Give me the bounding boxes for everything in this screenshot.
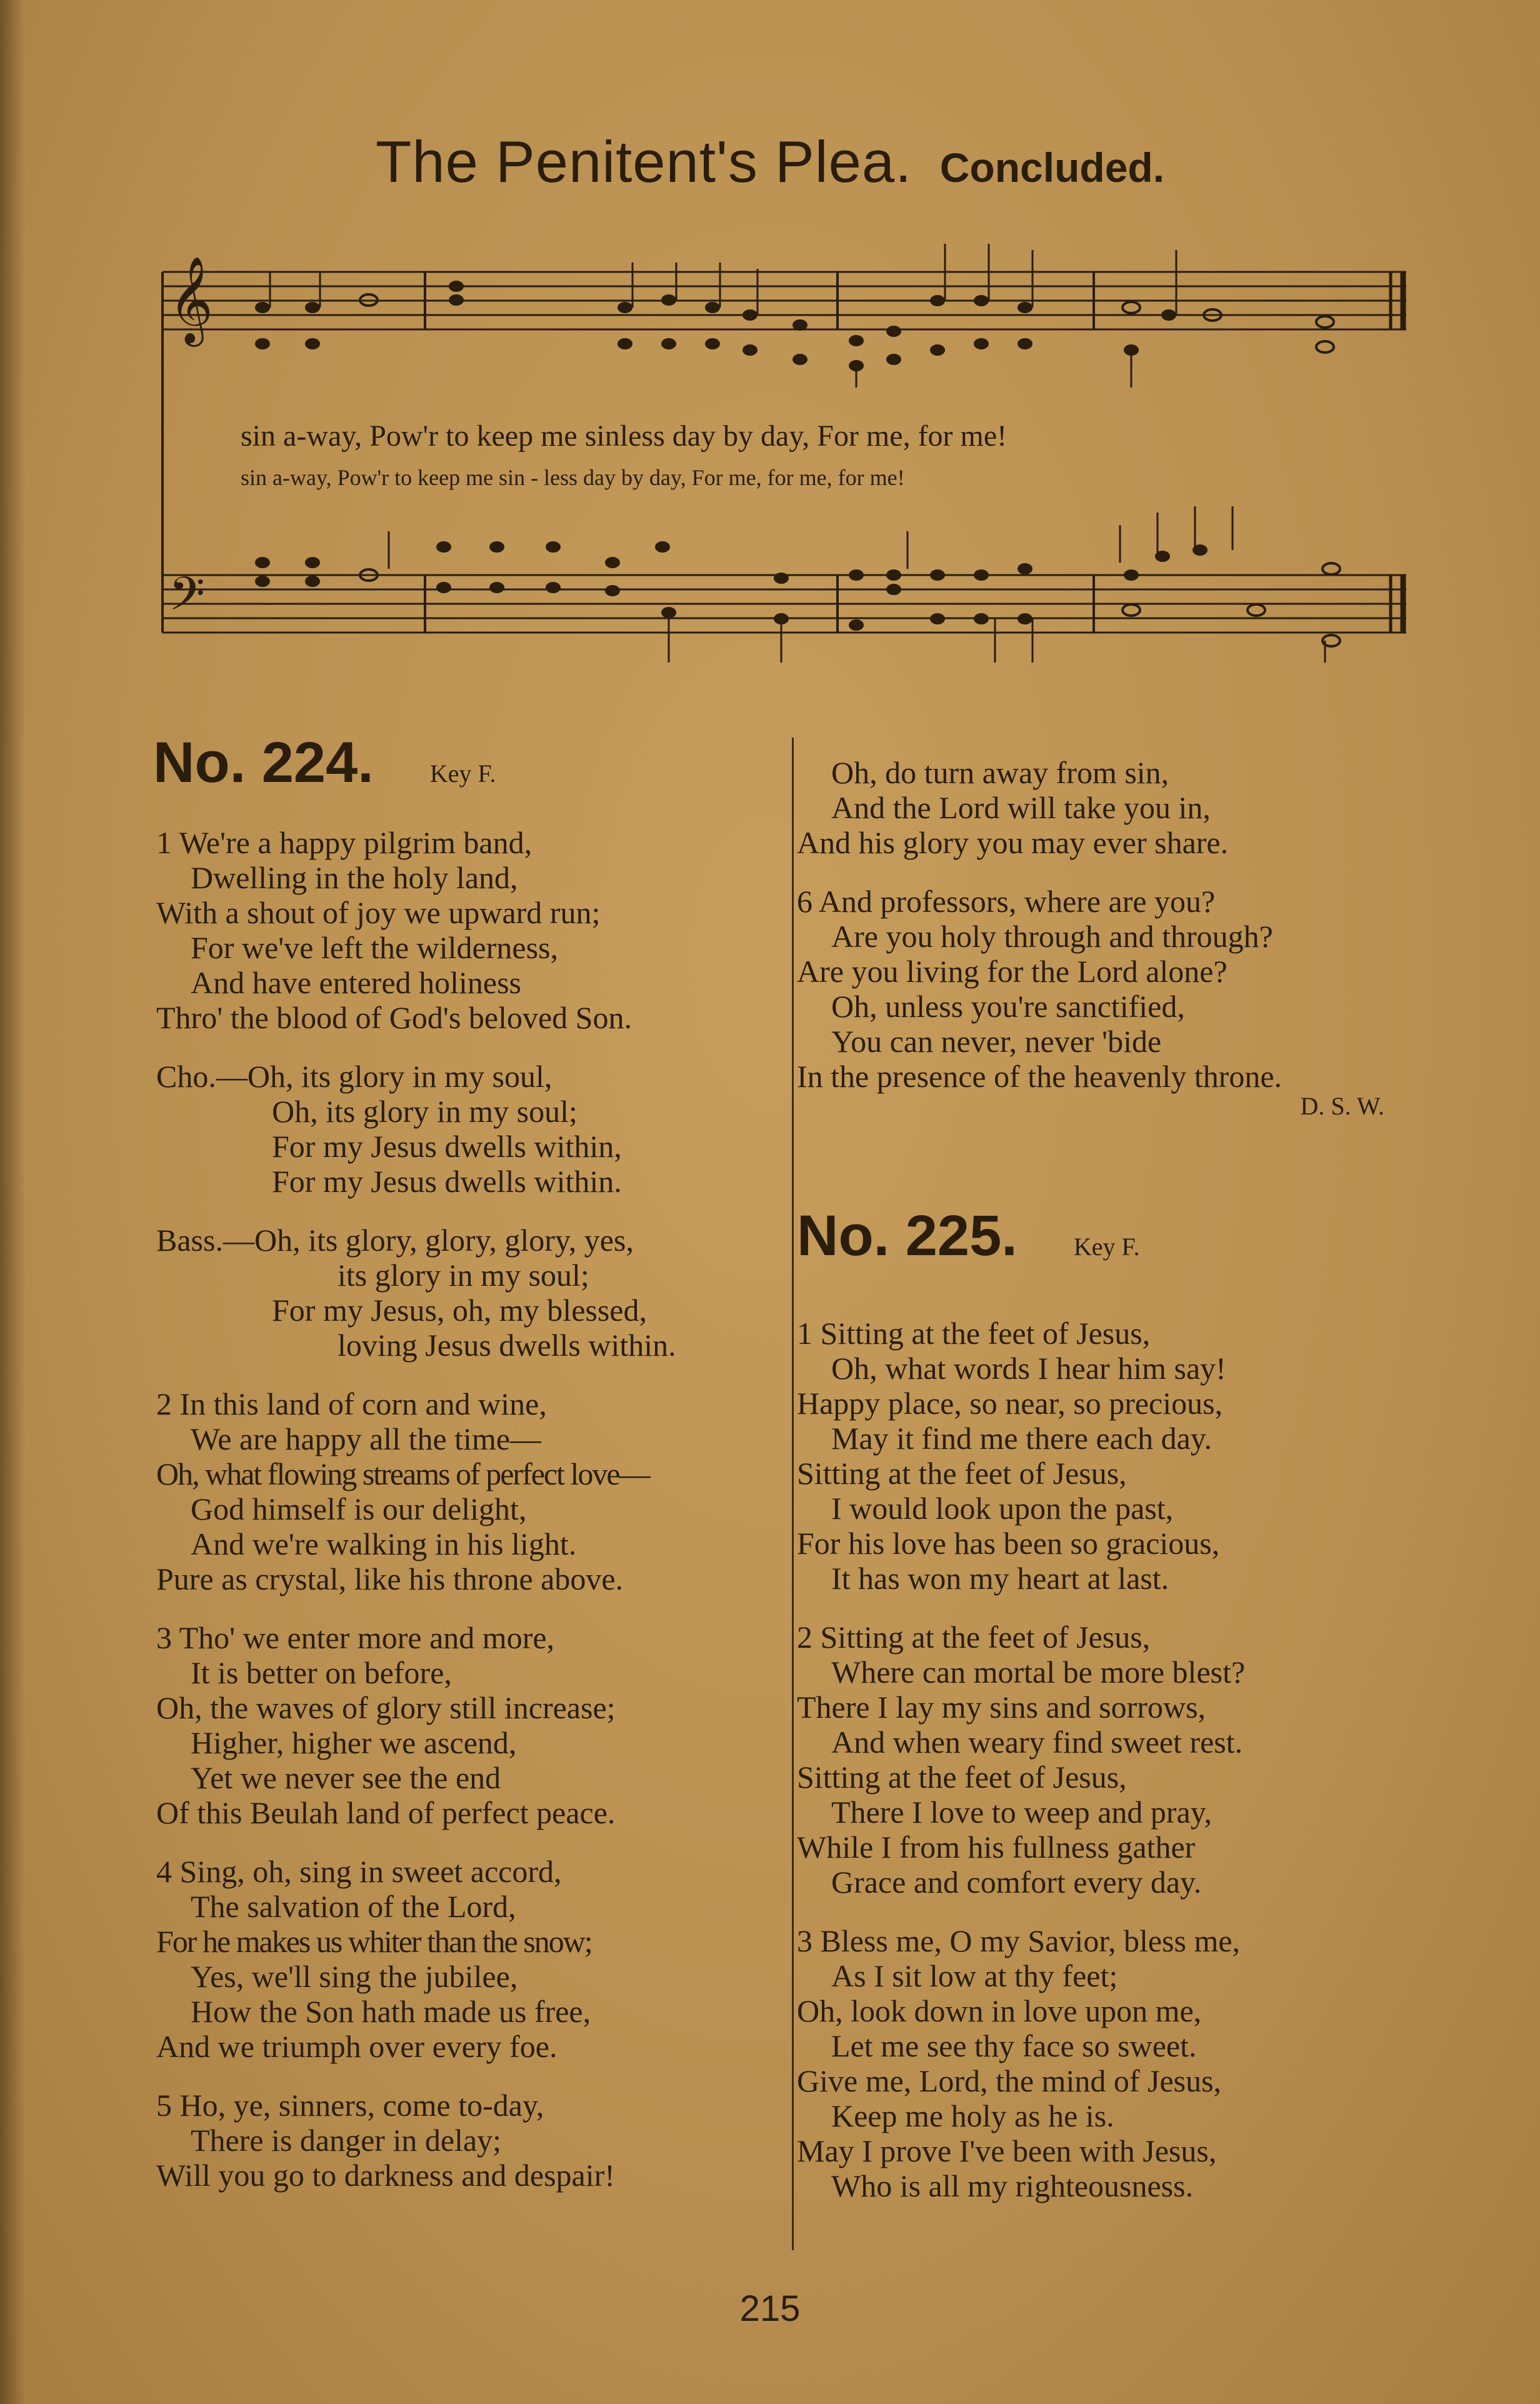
verse-line: Of this Beulah land of perfect peace. [156,1795,616,1830]
verse-line: Sitting at the feet of Jesus, [797,1760,1127,1795]
verse-line: Give me, Lord, the mind of Jesus, [797,2063,1222,2098]
hymn-title-concluded: Concluded. [939,144,1165,191]
hymn-title: The Penitent's Plea. [375,129,912,194]
treble-staff [162,272,1406,329]
verse-line: May it find me there each day. [831,1421,1212,1456]
verse-line: God himself is our delight, [191,1491,527,1526]
music-lyric-line-2: sin a-way, Pow'r to keep me sin - less day by day, For me, for me, for me! [241,465,905,490]
column-divider [792,738,794,2250]
verse-line: For his love has been so gracious, [797,1526,1220,1561]
bass-line: its glory in my soul; [338,1258,589,1293]
verse-line: May I prove I've been with Jesus, [797,2133,1217,2168]
verse-line: As I sit low at thy feet; [831,1958,1118,1993]
bass-notes [255,541,1340,646]
verse-line: You can never, never 'bide [831,1024,1162,1059]
verse-line: There is danger in delay; [191,2123,502,2158]
verse-line: We are happy all the time— [191,1421,542,1456]
verse-line: There I love to weep and pray, [831,1795,1212,1830]
hymn-225-number: No. 225. [797,1204,1018,1268]
verse-line: Where can mortal be more blest? [831,1655,1246,1690]
verse-line: Sitting at the feet of Jesus, [797,1456,1127,1491]
verse-line: 6 And professors, where are you? [797,884,1216,919]
verse-line: The salvation of the Lord, [191,1889,516,1924]
verse-line: 3 Bless me, O my Savior, bless me, [797,1923,1241,1958]
verse-line: Happy place, so near, so precious, [797,1386,1223,1421]
hymn-224-key: Key F. [429,759,496,788]
verse-line: Grace and comfort every day. [831,1865,1202,1900]
hymn-225-heading [797,1203,1140,1269]
verse-line: Keep me holy as he is. [831,2098,1114,2133]
verse-line: Who is all my righteousness. [831,2168,1194,2203]
hymn-224-heading [153,730,496,796]
bass-line: loving Jesus dwells within. [338,1328,676,1363]
verse-line: 5 Ho, ye, sinners, come to-day, [156,2088,544,2123]
verse-line: Oh, the waves of glory still increase; [156,1690,616,1725]
verse-line: Yet we never see the end [191,1760,501,1795]
verse-line: For we've left the wilderness, [191,930,559,965]
chorus-line: Oh, its glory in my soul; [272,1094,578,1129]
hymn-224-continued [797,755,1453,1119]
chorus-line: For my Jesus dwells within, [272,1129,622,1164]
page-number: 215 [739,2288,801,2329]
verse-line: Are you holy through and through? [831,919,1273,954]
bass-staff [162,575,1406,633]
music-lyric-line-1: sin a-way, Pow'r to keep me sinless day by day, For me, for me! [241,419,1008,453]
verse-line: It is better on before, [191,1655,452,1690]
verse-line: Dwelling in the holy land, [191,860,518,895]
page-edge-shadow [0,0,25,2404]
verse-line: Higher, higher we ascend, [191,1725,517,1760]
verse-line: Pure as crystal, like his throne above. [156,1561,624,1596]
bass-line: For my Jesus, oh, my blessed, [272,1293,647,1328]
hymn-225-key: Key F. [1073,1233,1140,1261]
verse-line: There I lay my sins and sorrows, [797,1690,1206,1725]
hymn-224-author: D. S. W. [1300,1092,1384,1120]
hymn-224-number: No. 224. [153,731,374,794]
verse-line: Will you go to darkness and despair! [156,2158,615,2193]
verse-line: With a shout of joy we upward run; [156,895,601,930]
verse-line: 2 Sitting at the feet of Jesus, [797,1620,1151,1655]
verse-line: 4 Sing, oh, sing in sweet accord, [156,1854,562,1889]
verse-line: 2 In this land of corn and wine, [156,1386,547,1421]
verse-line: For he makes us whiter than the snow; [156,1924,592,1959]
verse-line: Oh, look down in love upon me, [797,1993,1202,2028]
verse-line: Oh, unless you're sanctified, [831,989,1185,1024]
bass-stems [389,506,1325,663]
bass-line: Bass.—Oh, its glory, glory, glory, yes, [156,1223,634,1258]
verse-line: Oh, what flowing streams of perfect love— [156,1456,649,1491]
verse-line: In the presence of the heavenly throne. [797,1059,1282,1094]
verse-line: And we triumph over every foe. [156,2029,558,2064]
verse-line: Let me see thy face so sweet. [831,2028,1197,2063]
verse-line: While I from his fullness gather [797,1830,1196,1865]
verse-line: I would look upon the past, [831,1491,1174,1526]
verse-line: Thro' the blood of God's beloved Son. [156,1000,632,1035]
svg-text:𝄢: 𝄢 [169,567,205,633]
verse-line: 3 Tho' we enter more and more, [156,1620,555,1655]
chorus-line: Cho.—Oh, its glory in my soul, [156,1059,552,1094]
verse-line: And when weary find sweet rest. [831,1725,1243,1760]
verse-line: How the Son hath made us free, [191,1994,591,2029]
verse-line: And we're walking in his light. [191,1526,577,1561]
verse-line: And have entered holiness [191,965,522,1000]
verse-line: It has won my heart at last. [831,1561,1169,1596]
verse-line: Yes, we'll sing the jubilee, [191,1959,518,1994]
chorus-line: For my Jesus dwells within. [272,1164,622,1199]
treble-notes [255,281,1334,371]
verse-line: Are you living for the Lord alone? [797,954,1228,989]
verse-line: 1 We're a happy pilgrim band, [156,825,532,860]
hymn-225-text [797,1316,1453,2203]
hymn-224-text [156,825,788,2193]
verse-line: And his glory you may ever share. [797,825,1229,860]
svg-text:𝄞: 𝄞 [169,256,213,343]
verse-line: And the Lord will take you in, [831,790,1211,825]
verse-line: 1 Sitting at the feet of Jesus, [797,1316,1151,1351]
verse-line: Oh, do turn away from sin, [831,755,1169,790]
verse-line: Oh, what words I hear him say! [831,1351,1226,1386]
page-header [0,128,1540,196]
